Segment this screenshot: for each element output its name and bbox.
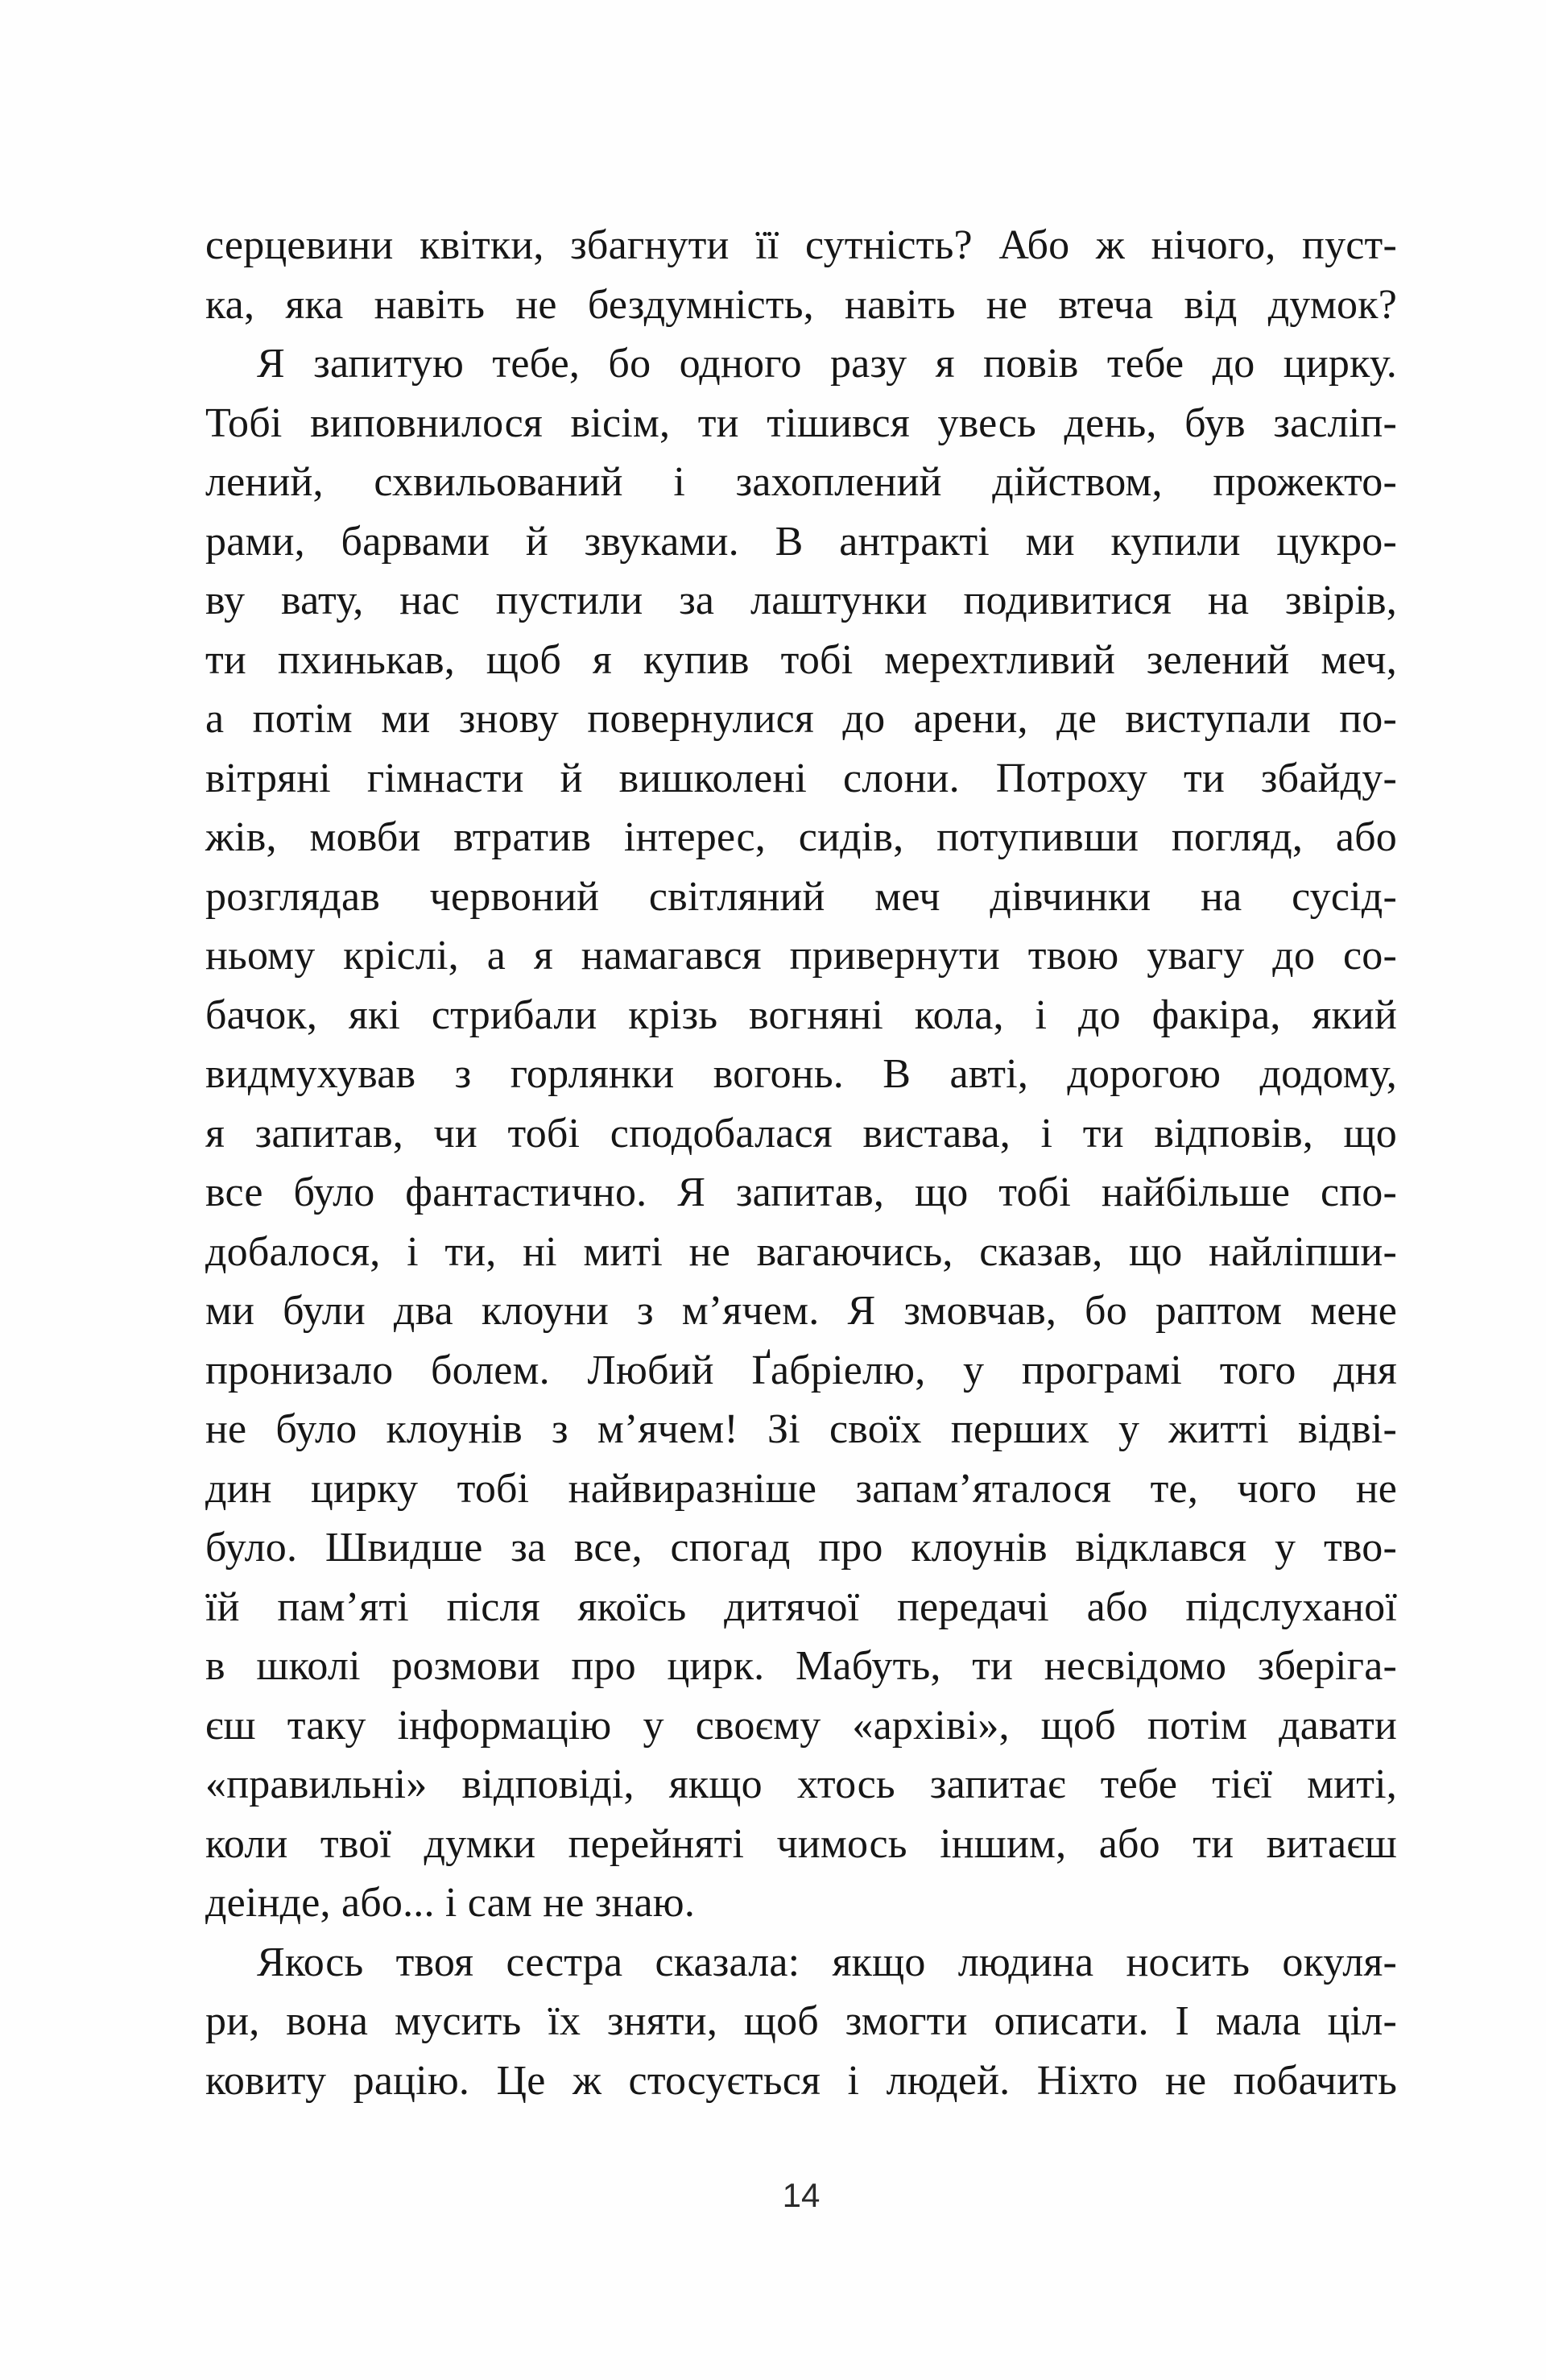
text-line: пронизало болем. Любий Ґабріелю, у програмі того дня	[205, 1347, 1397, 1393]
text-line: деінде, або... і сам не знаю.	[205, 1880, 696, 1926]
text-line: ти пхинькав, щоб я купив тобі мерехтливий зелений меч,	[205, 636, 1397, 683]
text-line: Якось твоя сестра сказала: якщо людина носить окуля-	[257, 1939, 1397, 1985]
text-line: дин цирку тобі найвиразніше запам’яталося те, чого не	[205, 1465, 1397, 1512]
text-line: добалося, і ти, ні миті не вагаючись, сказав, що найліпши-	[205, 1228, 1397, 1275]
text-line: єш таку інформацію у своєму «архіві», щоб потім давати	[205, 1702, 1397, 1749]
text-line: ву вату, нас пустили за лаштунки подивитися на звірів,	[205, 577, 1397, 623]
text-line: було. Швидше за все, спогад про клоунів відклався у тво-	[205, 1525, 1397, 1571]
text-line: не було клоунів з м’ячем! Зі своїх перших у житті відві-	[205, 1406, 1397, 1452]
text-line: в школі розмови про цирк. Мабуть, ти несвідомо зберіга-	[205, 1643, 1397, 1689]
text-line: «правильні» відповіді, якщо хтось запитає тебе тієї миті,	[205, 1761, 1397, 1807]
text-line: ри, вона мусить їх зняти, щоб змогти описати. І мала ціл-	[205, 1998, 1397, 2044]
text-line: видмухував з горлянки вогонь. В авті, дорогою додому,	[205, 1051, 1397, 1097]
text-line: лений, схвильований і захоплений дійством, прожекто-	[205, 459, 1397, 505]
text-line: жів, мовби втратив інтерес, сидів, потупивши погляд, або	[205, 814, 1397, 860]
text-line: Тобі виповнилося вісім, ти тішився увесь день, був засліп-	[205, 399, 1397, 446]
text-line: вітряні гімнасти й вишколені слони. Потроху ти збайду-	[205, 755, 1397, 801]
page-number: 14	[782, 2176, 821, 2214]
text-line: бачок, які стрибали крізь вогняні кола, і до факіра, який	[205, 991, 1397, 1038]
text-line: коли твої думки перейняті чимось іншим, або ти витаєш	[205, 1820, 1397, 1867]
text-line: їй пам’яті після якоїсь дитячої передачі або підслуханої	[205, 1583, 1397, 1630]
text-line: ковиту рацію. Це ж стосується і людей. Ніхто не побачить	[205, 2057, 1397, 2104]
text-line: я запитав, чи тобі сподобалася вистава, і ти відповів, що	[205, 1110, 1397, 1157]
text-line: Я запитую тебе, бо одного разу я повів тебе до цирку.	[257, 341, 1397, 387]
page-text	[205, 216, 1397, 2110]
text-line: ми були два клоуни з м’ячем. Я змовчав, бо раптом мене	[205, 1288, 1397, 1334]
text-line: розглядав червоний світляний меч дівчинки на сусід-	[205, 873, 1397, 920]
text-line: все було фантастично. Я запитав, що тобі найбільше спо-	[205, 1169, 1397, 1215]
text-line: ка, яка навіть не бездумність, навіть не втеча від думок?	[205, 281, 1397, 328]
text-line: серцевини квітки, збагнути її сутність? Або ж нічого, пуст-	[205, 222, 1397, 268]
text-line: рами, барвами й звуками. В антракті ми купили цукро-	[205, 518, 1397, 565]
text-line: а потім ми знову повернулися до арени, де виступали по-	[205, 696, 1397, 742]
text-line: ньому кріслі, а я намагався привернути твою увагу до со-	[205, 933, 1397, 979]
